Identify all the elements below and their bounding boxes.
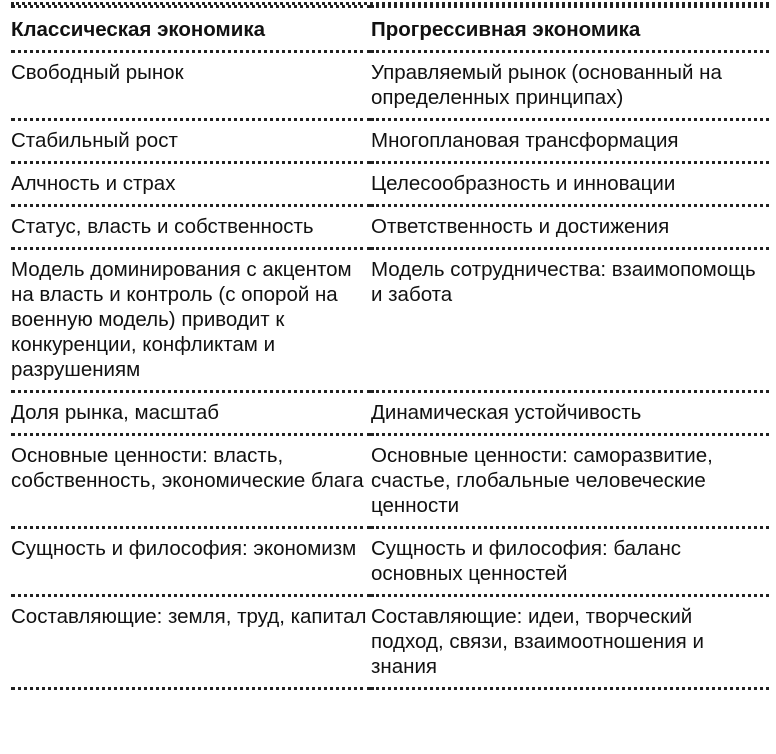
table-row [11,163,769,206]
cell-progressive: Ответственность и достижения [371,206,769,249]
cell-progressive: Основные ценности: саморазвитие, счастье, глобальные человеческие ценности [371,435,769,528]
cell-progressive: Управляемый рынок (основанный на определенных принципах) [371,52,769,120]
cell-progressive: Целесообразность и инновации [371,163,769,206]
cell-progressive: Динамическая устойчивость [371,392,769,435]
cell-classical: Основные ценности: власть, собственность, экономические блага [11,435,371,528]
cell-classical: Статус, власть и собственность [11,206,371,249]
table-row [11,596,769,689]
table-row [11,52,769,120]
cell-progressive: Многоплановая трансформация [371,120,769,163]
header-row [11,7,769,52]
document-page [0,2,776,754]
header-progressive: Прогрессивная экономика [371,7,769,52]
cell-classical: Доля рынка, масштаб [11,392,371,435]
cell-classical: Модель доминирования с акцентом на власть и контроль (с опорой на военную модель) приводит к конкуренции, конфликтам и разрушениям [11,249,371,392]
table-row [11,249,769,392]
cell-classical: Алчность и страх [11,163,371,206]
table-row [11,206,769,249]
table-row [11,120,769,163]
cell-classical: Сущность и философия: экономизм [11,528,371,596]
table-row [11,528,769,596]
table-row [11,392,769,435]
header-classical: Классическая экономика [11,7,371,52]
cell-progressive: Модель сотрудничества: взаимопомощь и забота [371,249,769,392]
comparison-table [11,5,769,690]
cell-progressive: Сущность и философия: баланс основных ценностей [371,528,769,596]
table-row [11,435,769,528]
cell-progressive: Составляющие: идеи, творческий подход, связи, взаимоотношения и знания [371,596,769,689]
cell-classical: Составляющие: земля, труд, капитал [11,596,371,689]
cell-classical: Свободный рынок [11,52,371,120]
cell-classical: Стабильный рост [11,120,371,163]
